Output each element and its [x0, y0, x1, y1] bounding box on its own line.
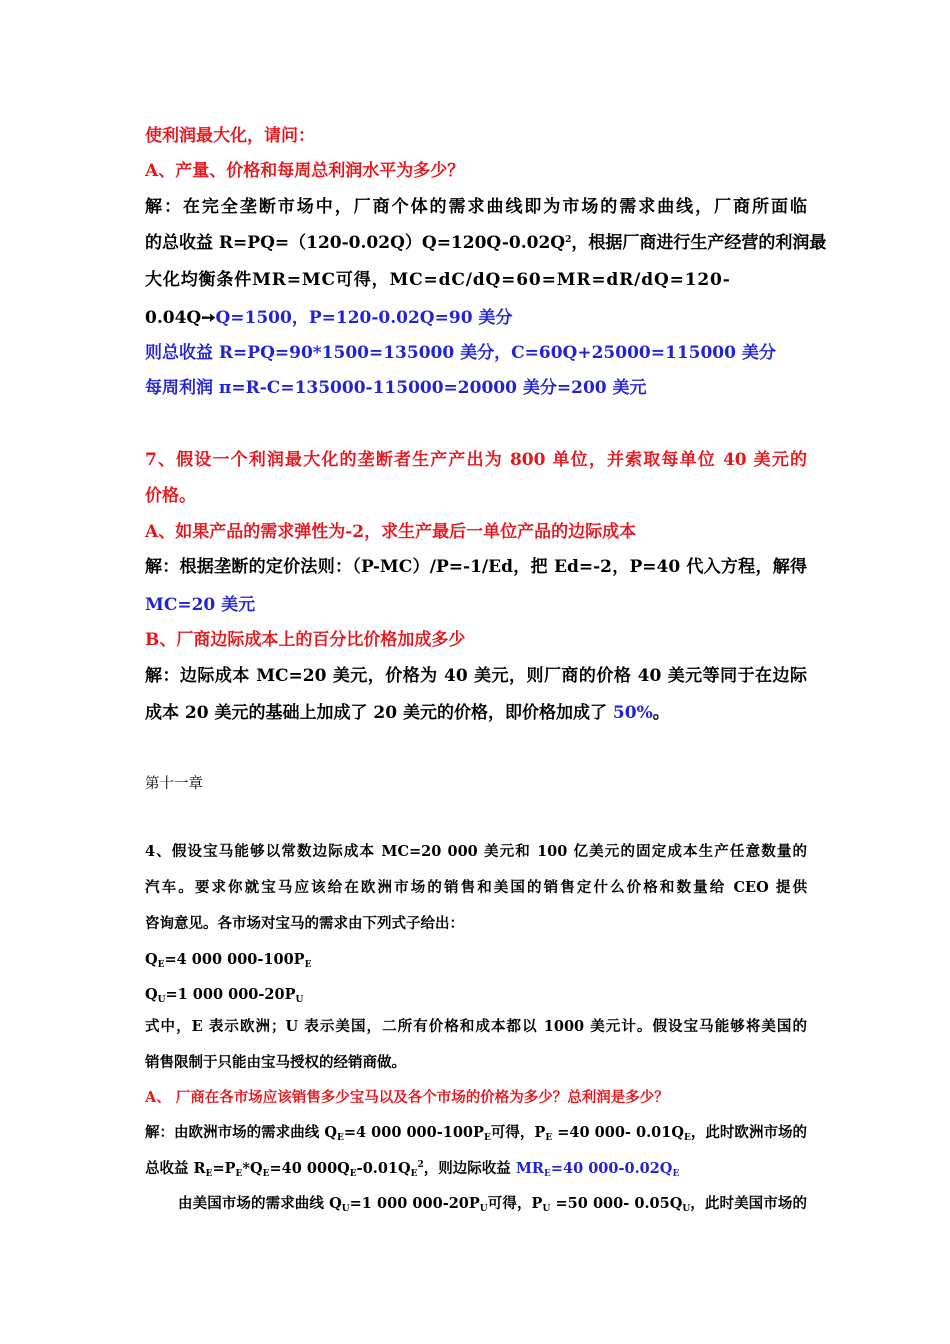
eq2-subscript: U	[157, 995, 166, 1005]
q7-solution-b-line-1: 解：边际成本 MC=20 美元，价格为 40 美元，则厂商的价格 40 美元等同于在边际	[145, 666, 807, 686]
sol2-exponent: 2	[417, 1160, 424, 1170]
sol1-text-5: ，此时欧洲市场的	[690, 1124, 808, 1141]
q4-solution-line-3	[178, 1197, 807, 1212]
q4-solution-line-2	[145, 1162, 807, 1177]
sol3-text-1: 由美国市场的需求曲线 Q	[178, 1195, 342, 1212]
q7-question-a: A、如果产品的需求弹性为-2，求生产最后一单位产品的边际成本	[145, 522, 637, 542]
eq2-symbol: Q	[145, 986, 158, 1003]
q6-revenue-text: 的总收益 R=PQ=（120-0.02Q）Q=120Q-0.02Q	[145, 233, 566, 253]
sol1-sub-4: E	[683, 1133, 691, 1143]
q6-solution-line-2	[145, 233, 827, 253]
q7-markup-text: 成本 20 美元的基础上加成了 20 美元的价格，即价格加成了	[145, 703, 613, 723]
q7-stem-line-2: 价格。	[145, 486, 196, 506]
sol1-sub-2: E	[483, 1133, 491, 1143]
sol2-text-5: -0.01Q	[356, 1160, 411, 1177]
q6-intro: 使利润最大化，请问：	[145, 126, 315, 146]
sol1-sub-3: E	[545, 1133, 553, 1143]
q4-demand-europe	[145, 953, 807, 968]
q7-markup-answer: 50%	[612, 703, 653, 723]
q7-solution-a-line-1: 解：根据垄断的定价法则：（P-MC）/P=-1/Ed，把 Ed=-2，P=40 代入方程，解得	[145, 557, 807, 577]
sol2-sub-3: E	[262, 1169, 270, 1179]
sol3-sub-2: U	[479, 1204, 488, 1214]
q4-stem-line-1: 4、假设宝马能够以常数边际成本 MC=20 000 美元和 100 亿美元的固定成本生产任意数量的	[145, 843, 807, 860]
q6-quantity-price-answer: Q=1500，P=120-0.02Q=90 美分	[215, 308, 513, 328]
sol3-sub-1: U	[341, 1204, 350, 1214]
q6-solution-line-4	[145, 310, 807, 327]
q6-solution-line-1: 解：在完全垄断市场中，厂商个体的需求曲线即为市场的需求曲线，厂商所面临	[145, 197, 807, 217]
q6-question-a: A、产量、价格和每周总利润水平为多少？	[145, 161, 465, 181]
q7-solution-a-answer: MC=20 美元	[145, 595, 256, 615]
q7-markup-period: 。	[652, 703, 670, 723]
q4-stem-line-2: 汽车。要求你就宝马应该给在欧洲市场的销售和美国的销售定什么价格和数量给 CEO 提供	[145, 879, 807, 896]
sol1-sub-1: E	[336, 1133, 344, 1143]
sol2-text-3: *Q	[242, 1160, 263, 1177]
q4-demand-usa	[145, 988, 807, 1003]
q6-solution-line-3: 大化均衡条件MR=MC可得，MC=dC/dQ=60=MR=dR/dQ=120-	[145, 270, 731, 290]
q4-stem-line-3: 咨询意见。各市场对宝马的需求由下列式子给出：	[145, 915, 464, 932]
sol2-sub-2: E	[235, 1169, 243, 1179]
sol2-text-6: ，则边际收益	[423, 1160, 516, 1177]
eq2-expression: =1 000 000-20P	[165, 986, 296, 1003]
sol1-text-2: =4 000 000-100P	[343, 1124, 484, 1141]
mr-subscript: E	[543, 1169, 551, 1179]
sol2-sub-1: E	[205, 1169, 213, 1179]
eq1-symbol: Q	[145, 951, 158, 968]
sol2-sub-5: E	[410, 1169, 418, 1179]
sol3-text-3: 可得，P	[487, 1195, 543, 1212]
q6-total-revenue-answer: 则总收益 R=PQ=90*1500=135000 美分，C=60Q+25000=115000 美分	[145, 343, 776, 363]
sol2-text-1: 总收益 R	[145, 1160, 206, 1177]
q6-revenue-exponent: 2	[565, 235, 572, 245]
mr-expression: =40 000-0.02Q	[550, 1160, 673, 1177]
sol1-text-3: 可得，P	[490, 1124, 546, 1141]
mr-subscript-2: E	[672, 1169, 680, 1179]
sol3-text-5: ，此时美国市场的	[690, 1195, 807, 1212]
sol3-text-2: =1 000 000-20P	[349, 1195, 480, 1212]
q7-stem-line-1: 7、假设一个利润最大化的垄断者生产产出为 800 单位，并索取每单位 40 美元的	[145, 450, 807, 470]
q7-solution-b-line-2	[145, 705, 807, 722]
eq1-subscript: E	[157, 960, 165, 970]
q6-revenue-text-end: ，根据厂商进行生产经营的利润最	[571, 233, 827, 253]
sol2-text-2: =P	[212, 1160, 236, 1177]
sol1-text-4: =40 000- 0.01Q	[552, 1124, 684, 1141]
sol1-text-1: 解：由欧洲市场的需求曲线 Q	[145, 1124, 337, 1141]
sol3-text-4: =50 000- 0.05Q	[550, 1195, 683, 1212]
q4-solution-line-1	[145, 1126, 807, 1141]
q7-question-b: B、厂商边际成本上的百分比价格加成多少	[145, 630, 466, 650]
q6-weekly-profit-answer: 每周利润 π=R-C=135000-115000=20000 美分=200 美元	[145, 378, 647, 398]
q4-question-a: A、 厂商在各市场应该销售多少宝马以及各个市场的价格为多少？总利润是多少？	[145, 1089, 669, 1106]
eq1-expression: =4 000 000-100P	[164, 951, 305, 968]
q4-note-line-1: 式中，E 表示欧洲；U 表示美国，二所有价格和成本都以 1000 美元计。假设宝马能够将美国的	[145, 1018, 807, 1035]
chapter-heading: 第十一章	[145, 776, 203, 792]
sol3-sub-4: U	[682, 1204, 691, 1214]
q4-note-line-2: 销售限制于只能由宝马授权的经销商做。	[145, 1054, 406, 1071]
eq1-subscript-2: E	[304, 960, 312, 970]
mr-symbol: MR	[515, 1160, 544, 1177]
eq2-subscript-2: U	[295, 995, 304, 1005]
q6-derivative-text: 0.04Q➙	[145, 308, 216, 328]
marginal-revenue-europe-answer	[516, 1160, 679, 1177]
sol3-sub-3: U	[542, 1204, 551, 1214]
sol2-sub-4: E	[349, 1169, 357, 1179]
sol2-text-4: =40 000Q	[269, 1160, 350, 1177]
